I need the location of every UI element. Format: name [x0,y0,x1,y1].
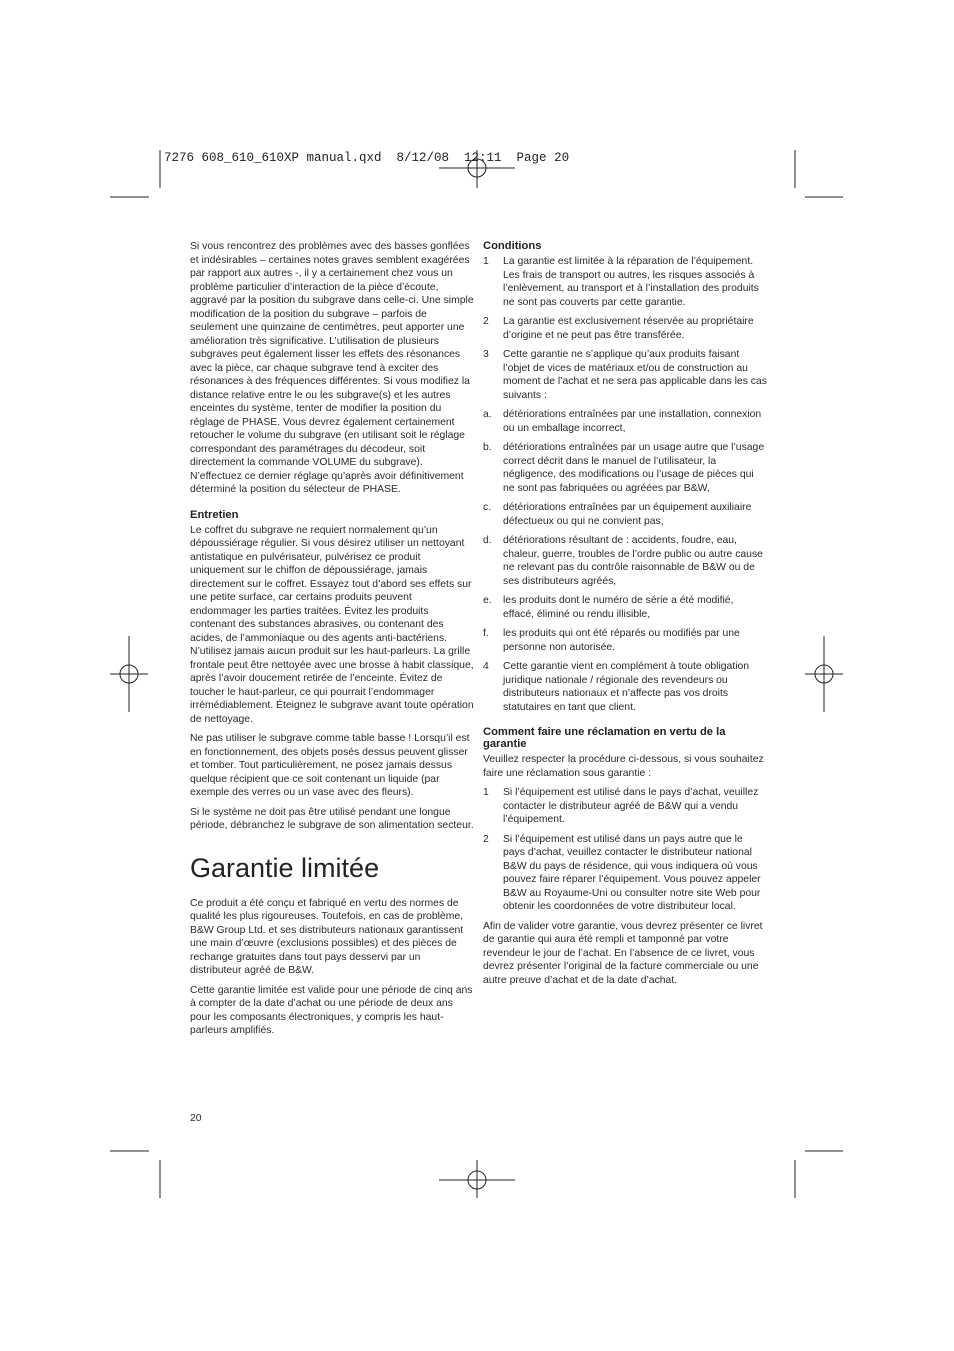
maintenance-paragraph: Ne pas utiliser le subgrave comme table basse ! Lorsqu’il est en fonctionnement, des objets posés dessus peuvent glisser et tomber. Tout particulièrement, ne posez jamais dessus quelque récipient que ce soit contenant un liquide (par exemple des verres ou un vase avec des fleurs). [190,733,470,798]
claim-intro: Veuillez respecter la procédure ci-dessous, si vous souhaitez faire une réclamation sous garantie : [483,754,764,779]
condition-item [483,408,767,435]
print-slug: 7276 608_610_610XP manual.qxd 8/12/08 12:11 Page 20 [164,151,570,165]
list-marker: 1 [483,256,489,267]
condition-item [483,594,767,621]
condition-text: détériorations entraînées par un équipement auxiliaire défectueux ou qui ne convient pas, [503,502,752,527]
condition-text: détériorations résultant de : accidents, foudre, eau, chaleur, guerre, troubles de l’ordre public ou autre cause ne relevant pas du contrôle raisonnable de B&W ou de ses distributeurs agréés, [503,535,763,587]
condition-text: détériorations entraînées par une installation, connexion ou un emballage incorrect, [503,409,762,434]
condition-item [483,348,767,402]
claim-steps-list [483,786,767,914]
condition-item [483,501,767,528]
claim-heading: Comment faire une réclamation en vertu de la garantie [483,726,726,750]
condition-text: détériorations entraînées par un usage autre que l’usage correct décrit dans le manuel de l’utilisateur, la négligence, des modifications ou l’usage de pièces qui ne sont pas fabriquées ou agréées par B&W, [503,442,765,494]
warranty-paragraph: Ce produit a été conçu et fabriqué en vertu des normes de qualité les plus rigoureuses. Toutefois, en cas de problème, B&W Group Ltd. et ses distributeurs nationaux garantissent une main d’œuvre (exclusions possibles) et des pièces de rechange gratuites dans tout pays desservi par un distributeur agréé de B&W. [190,897,464,976]
claim-step [483,833,767,914]
maintenance-paragraph: Si le système ne doit pas être utilisé pendant une longue période, débranchez le subgrave de son alimentation secteur. [190,806,474,831]
list-marker: 4 [483,661,489,672]
intro-paragraph: Si vous rencontrez des problèmes avec des basses gonflées et indésirables – certaines notes graves semblent exagérées par rapport aux autres -, il y a certainement chez vous un problème particulier d’interaction de la pièce d’écoute, aggravé par la position du subgrave dans celle-ci. Une simple modification de la position du subgrave – parfois de seulement une quinzaine de centimètres, peut apporter une amélioration très significative. L’utilisation de plusieurs subgraves peut également lisser les effets des résonances avec la pièce, car chaque subgrave tend à exciter des résonances à des fréquences différentes. Si vous modifiez la distance relative entre le ou les subgrave(s) et les autres enceintes du système, tenter de modifier la position du réglage de PHASE. Vous devrez également certainement retoucher le volume du subgrave (en utilisant soit le réglage correspondant des paramétrages du décodeur, soit directement la commande VOLUME du subgrave). N’effectuez ce dernier réglage qu’après avoir définitivement déterminé la position du sélecteur de PHASE. [190,241,474,495]
condition-item [483,534,767,588]
condition-item [483,315,767,342]
condition-text: les produits qui ont été réparés ou modifiés par une personne non autorisée. [503,628,740,653]
warranty-paragraph: Cette garantie limitée est valide pour une période de cinq ans à compter de la date d’achat ou une période de deux ans pour les composants électroniques, y compris les haut-parleurs amplifiés. [190,984,473,1036]
conditions-heading: Conditions [483,240,542,252]
list-marker: c. [483,502,492,513]
condition-text: Cette garantie vient en complément à toute obligation juridique nationale / régionale des revendeurs ou distributeurs nationaux et n’affecte pas vos droits statutaires en tant que client. [503,661,750,713]
condition-item [483,441,767,495]
right-column [483,240,767,993]
warranty-title: Garantie limitée [190,852,380,883]
claim-final-paragraph: Afin de valider votre garantie, vous devrez présenter ce livret de garantie qui aura été rempli et tamponné par votre revendeur le jour de l’achat. En l’absence de ce livret, vous devrez présenter l’original de la facture commerciale ou une autre preuve d’achat et de la date d’achat. [483,920,763,986]
conditions-list [483,255,767,714]
maintenance-paragraph: Le coffret du subgrave ne requiert normalement qu’un dépoussiérage régulier. Si vous désirez utiliser un nettoyant antistatique en pulvérisateur, pulvérisez ce produit uniquement sur le chiffon de dépoussiérage, jamais directement sur le coffret. Essayez tout d’abord ses effets sur une petite surface, car certains produits peuvent endommager les parties traitées. Évitez les produits contenant des substances abrasives, ou contenant des acides, de l’ammoniaque ou des agents anti-bactériens. N’utilisez jamais aucun produit sur les haut-parleurs. La grille frontale peut être nettoyée avec une brosse à habit classique, après l’avoir doucement retirée de l’enceinte. Évitez de toucher le haut-parleur, ce qui pourrait l’endommager irrémédiablement. Éteignez le subgrave avant toute opération de nettoyage. [190,524,474,725]
condition-item [483,660,767,714]
page-number: 20 [190,1113,202,1124]
condition-text: La garantie est limitée à la réparation de l’équipement. Les frais de transport ou autres, les risques associés à l’enlèvement, au transport et à l’installation des produits ne sont pas couverts par cette garantie. [503,256,759,308]
list-marker: 3 [483,349,489,360]
left-column [190,240,474,1044]
condition-text: La garantie est exclusivement réservée au propriétaire d’origine et ne peut pas être transférée. [503,316,754,341]
registration-mark [805,636,843,712]
claim-step [483,786,767,827]
registration-mark [110,636,148,712]
condition-item [483,255,767,309]
condition-text: Cette garantie ne s’applique qu’aux produits faisant l’objet de vices de matériaux et/ou de construction au moment de l’achat et ne sera pas applicable dans les cas suivants : [503,349,767,401]
list-marker: 2 [483,833,489,845]
claim-step-text: Si l’équipement est utilisé dans un pays autre que le pays d’achat, veuillez contacter le distributeur national B&W du pays de résidence, qui vous indiquera où vous pouvez faire réparer l’équipement. Vous pouvez appeler B&W au Royaume-Uni ou consulter notre site Web pour obtenir les coordonnées de votre distributeur local. [503,833,761,912]
condition-item [483,627,767,654]
list-marker: a. [483,409,492,420]
list-marker: e. [483,595,492,606]
condition-text: les produits dont le numéro de série a été modifié, effacé, éliminé ou rendu illisible, [503,595,734,620]
list-marker: b. [483,442,492,453]
list-marker: d. [483,535,492,546]
list-marker: f. [483,628,489,639]
maintenance-heading: Entretien [190,508,239,521]
list-marker: 2 [483,316,489,327]
claim-step-text: Si l’équipement est utilisé dans le pays d’achat, veuillez contacter le distributeur agréé de B&W qui a vendu l’équipement. [503,787,759,825]
list-marker: 1 [483,787,489,798]
registration-mark [439,1160,515,1198]
